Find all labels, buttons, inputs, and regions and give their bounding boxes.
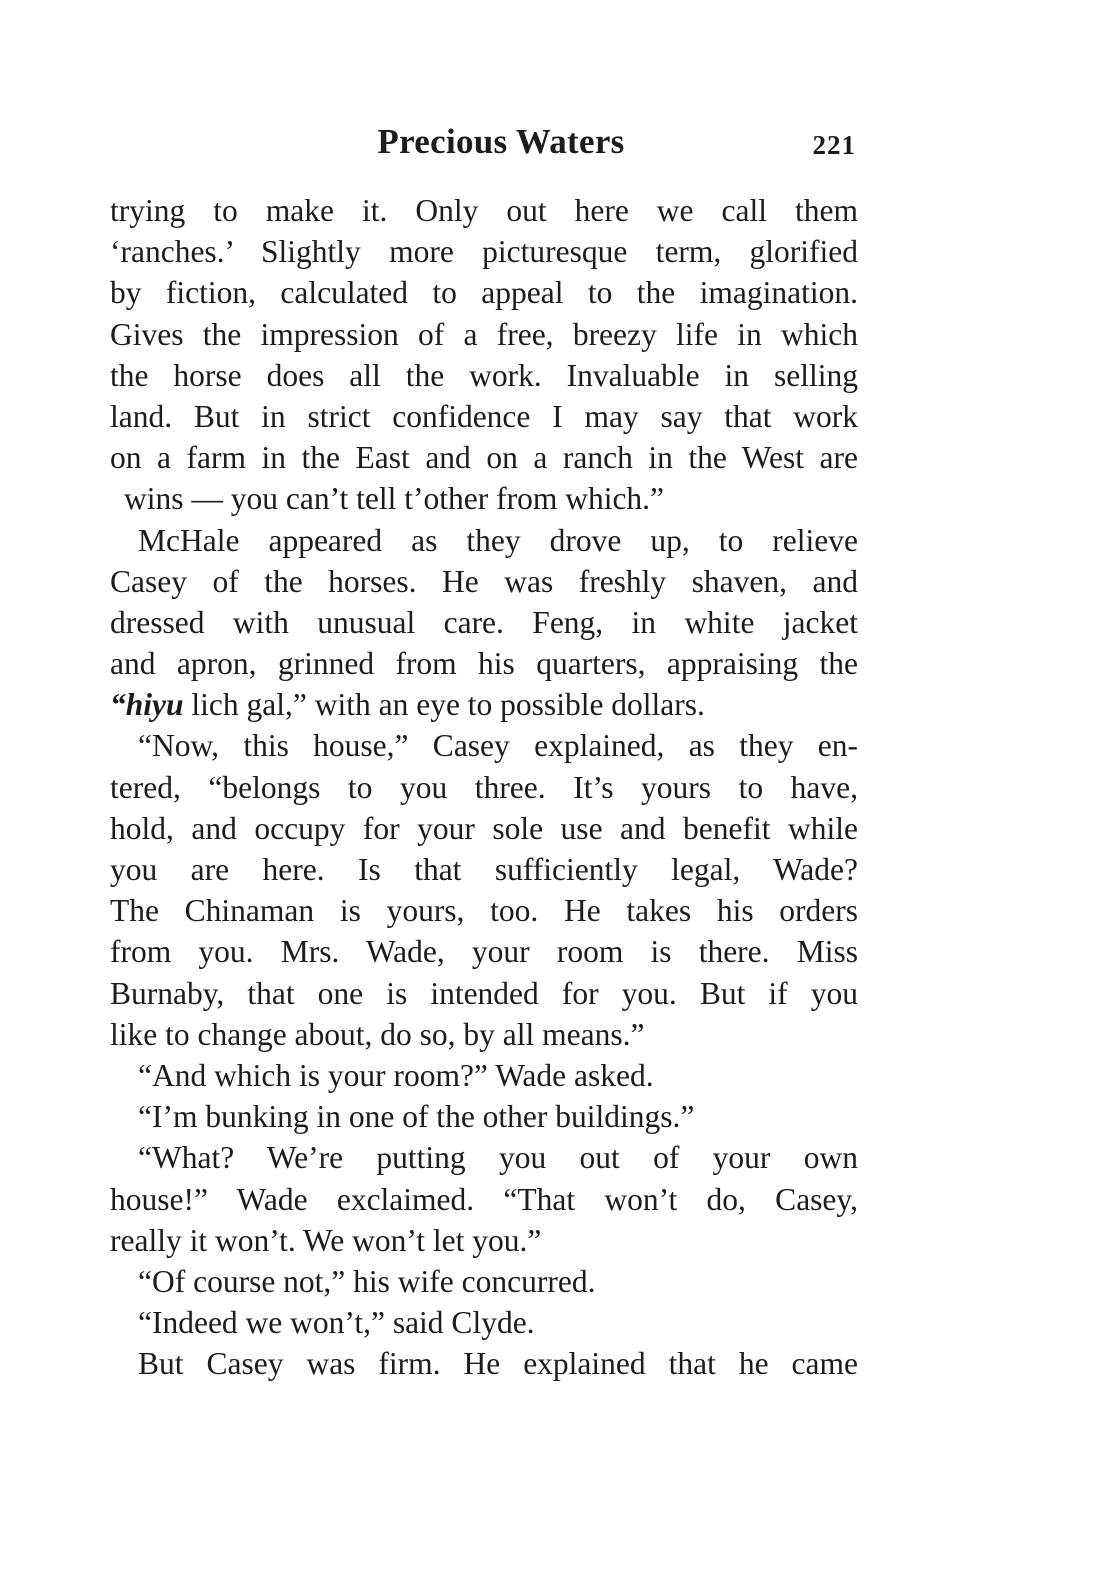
text-line: from you. Mrs. Wade, your room is there. Miss — [110, 934, 858, 970]
text-line: Gives the impression of a free, breezy life in which — [110, 316, 858, 352]
paragraph-start-line: “I’m bunking in one of the other buildings.” — [138, 1099, 695, 1135]
text-line: really it won’t. We won’t let you.” — [110, 1222, 542, 1258]
page-number: 221 — [812, 130, 856, 160]
text-line: Casey of the horses. He was freshly shaven, and — [110, 563, 858, 599]
text-line-with-italic — [110, 684, 858, 725]
page-header — [110, 118, 858, 178]
paragraph-start-line: “What? We’re putting you out of your own — [138, 1140, 858, 1176]
text-line: Burnaby, that one is intended for you. But if you — [110, 975, 858, 1011]
paragraph-start-line: “Indeed we won’t,” said Clyde. — [138, 1305, 535, 1341]
text-line: tered, “belongs to you three. It’s yours to have, — [110, 769, 858, 805]
text-line: The Chinaman is yours, too. He takes his orders — [110, 893, 858, 929]
text-line: trying to make it. Only out here we call them — [110, 193, 858, 228]
italic-phrase: “hiyu — [110, 687, 184, 723]
paragraph-start-line: “And which is your room?” Wade asked. — [138, 1057, 654, 1093]
paragraph-start-line: “Of course not,” his wife concurred. — [138, 1263, 596, 1299]
text-line: on a farm in the East and on a ranch in the West are — [110, 440, 858, 476]
text-line: hold, and occupy for your sole use and benefit while — [110, 810, 858, 846]
paragraph-start-line: McHale appeared as they drove up, to relieve — [138, 522, 858, 558]
text-line: like to change about, do so, by all means.” — [110, 1016, 645, 1052]
text-line: the horse does all the work. Invaluable in selling — [110, 357, 858, 393]
text-line: wins — you can’t tell t’other from which.” — [124, 481, 665, 517]
text-line: you are here. Is that sufficiently legal, Wade? — [110, 852, 858, 887]
text-line: dressed with unusual care. Feng, in white jacket — [110, 604, 858, 640]
body-text — [110, 190, 858, 1384]
paragraph-start-line: But Casey was firm. He explained that he came — [138, 1346, 858, 1382]
text-line: ‘ranches.’ Slightly more picturesque term, glorified — [110, 234, 858, 270]
text-line: house!” Wade exclaimed. “That won’t do, Casey, — [110, 1181, 858, 1217]
text-line: and apron, grinned from his quarters, appraising the — [110, 646, 858, 682]
running-title: Precious Waters — [377, 122, 625, 161]
text-line-remainder: lich gal,” with an eye to possible dollars. — [191, 687, 705, 723]
text-line: by fiction, calculated to appeal to the imagination. — [110, 275, 858, 311]
text-line: land. But in strict confidence I may say that work — [110, 398, 858, 434]
paragraph-start-line: “Now, this house,” Casey explained, as they en- — [138, 728, 858, 764]
